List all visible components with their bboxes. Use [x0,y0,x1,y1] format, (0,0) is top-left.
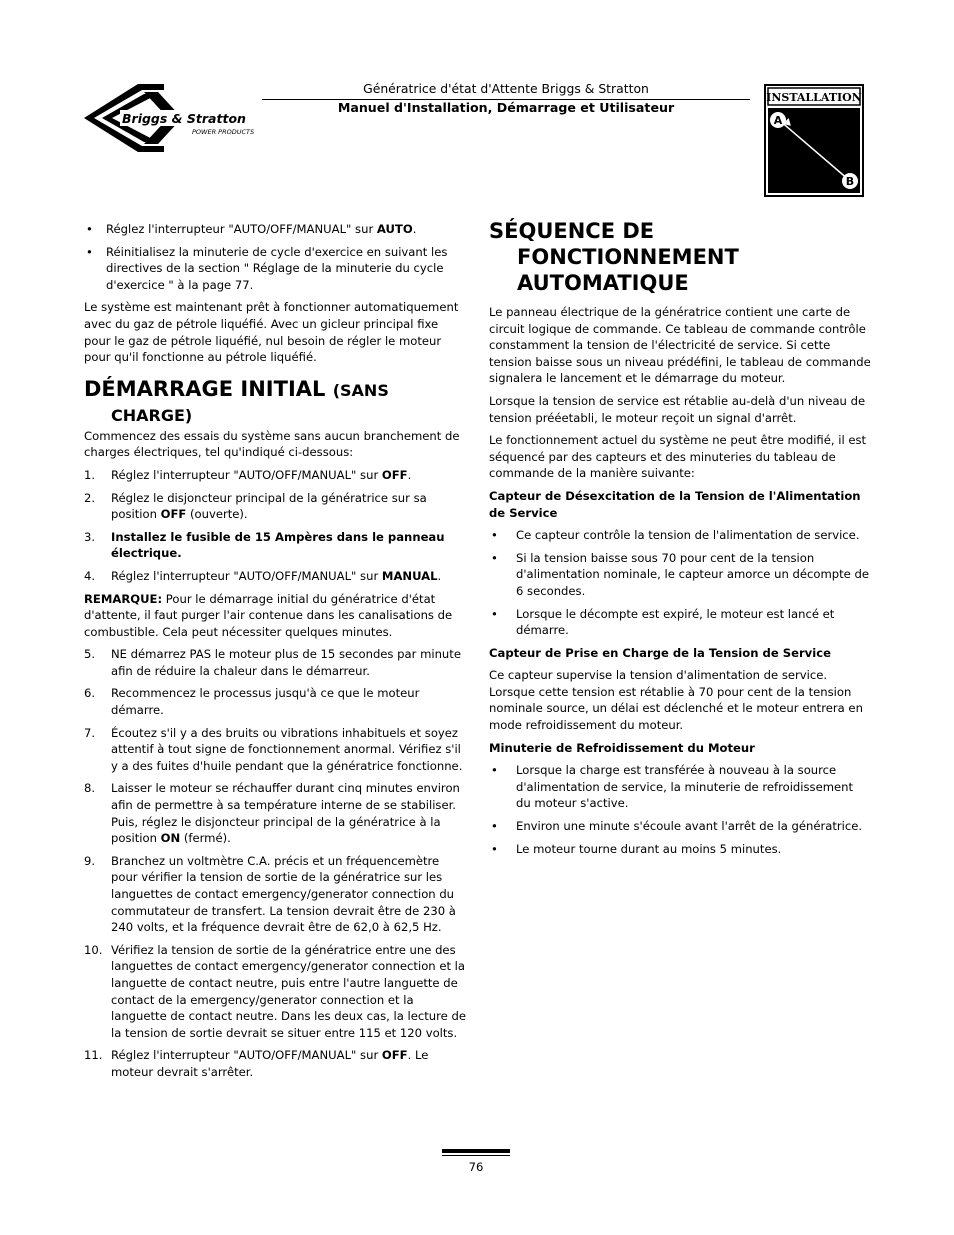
list-item: 4. Réglez l'interrupteur "AUTO/OFF/MANUAL" sur MANUAL. [84,568,442,583]
list-item: 5. NE démarrez PAS le moteur plus de 15 secondes par minute afin de réduire la chaleur dans le démarreur. [84,647,461,678]
step-number: 1. [84,467,96,482]
steps-list-a [84,467,467,585]
subheading-refroidissement: Minuterie de Refroidissement du Moteur [489,740,755,755]
list-item: 8. Laisser le moteur se réchauffer durant cinq minutes environ afin de permettre à sa température interne de se stabiliser. Puis, réglez le disjoncteur principal de la génératrice à la position ON (fermé). [84,781,460,846]
subheading-desexcitation: Capteur de Désexcitation de la Tension de l'Alimentation de Service [489,488,861,520]
paragraph-1: Le panneau électrique de la génératrice contient une carte de circuit logique de commande. Ce tableau de commande contrôle constamment la tension de l'électricité de service. Si cette tension baisse sous un niveau prédéfini, le tableau de commande signalera le lancement et le démarrage du moteur. [489,305,871,386]
step-number: 3. [84,529,96,544]
badge-point-b: B [845,175,855,188]
paragraph-3: Le fonctionnement actuel du système ne peut être modifié, il est séquencé par des capteurs et des minuteries du tableau de commande de la manière suivante: [489,433,867,481]
intro-paragraph: Le système est maintenant prêt à fonctionner automatiquement avec du gaz de pétrole liquéfié. Avec un gicleur principal fixe pour le gaz de pétrole liquéfié, nul besoin de régler le moteur pour qu'il fonctionne au pétrole liquéfié. [84,300,459,365]
badge-point-a: A [773,114,783,127]
list-item: • Environ une minute s'écoule avant l'arrêt de la génératrice. [489,818,871,835]
paragraph-4: Ce capteur supervise la tension d'alimentation de service. Lorsque cette tension est rétablie à 70 pour cent de la tension nominale source, un délai est déclenché et le moteur entrera en mode refroidissement du moteur. [489,668,863,733]
list-item: • Le moteur tourne durant au moins 5 minutes. [489,841,871,858]
step-number: 10. [84,942,103,957]
logo-tagline: POWER PRODUCTS [192,128,254,136]
step-number: 7. [84,725,96,740]
list-item: 3. Installez le fusible de 15 Ampères dans le panneau électrique. [84,529,445,561]
header-subtitle: Manuel d'Installation, Démarrage et Utilisateur [337,100,675,115]
subheading-prise-en-charge: Capteur de Prise en Charge de la Tension de Service [489,645,831,660]
list-item: 9. Branchez un voltmètre C.A. précis et un fréquencemètre pour vérifier la tension de sortie de la génératrice sur les languettes de contact emergency/generator connection du commutateur de transfert. La tension devrait être de 230 à 240 volts, et la fréquence devrait être de 62,0 à 62,5 Hz. [84,853,456,935]
step-number: 11. [84,1048,103,1063]
bullet-list-desexcitation [489,527,871,639]
step-number: 5. [84,647,96,662]
step-number: 8. [84,781,96,796]
list-item: 2. Réglez le disjoncteur principal de la génératrice sur sa position OFF (ouverte). [84,490,427,522]
steps-list-b [84,646,467,1080]
step-number: 4. [84,568,96,583]
bullet-list-refroidissement [489,762,871,857]
footer-rule [442,1155,510,1156]
section-heading-sequence: SÉQUENCE DE FONCTIONNEMENT AUTOMATIQUE [489,219,739,295]
list-item: • Réglez l'interrupteur "AUTO/OFF/MANUAL" sur AUTO. [84,221,467,238]
list-item: 6. Recommencez le processus jusqu'à ce que le moteur démarre. [84,686,420,718]
footer-bar [442,1149,510,1153]
section-heading-demarrage: DÉMARRAGE INITIAL (SANS CHARGE) [84,376,389,425]
list-item: 7. Écoutez s'il y a des bruits ou vibrations inhabituels et soyez attentif à tout signe de fonctionnement anormal. Vérifiez s'il y a des fuites d'huile pendant que la génératrice fonctionne. [84,725,463,773]
intro-bullet-list [84,221,467,293]
paragraph-2: Lorsque la tension de service est rétablie au-delà d'un niveau de tension prééetabli, le moteur reçoit un signal d'arrêt. [489,393,866,425]
list-item: • Réinitialisez la minuterie de cycle d'exercice en suivant les directives de la section " Réglage de la minuterie du cycle d'exercice " à la page 77. [84,244,467,294]
step-number: 2. [84,490,96,505]
remark-paragraph: REMARQUE: Pour le démarrage initial du génératrice d'état d'attente, il faut purger l'air contenue dans les canalisations de combustible. Cela peut nécessiter quelques minutes. [84,591,453,639]
list-item: • Ce capteur contrôle la tension de l'alimentation de service. [489,527,871,544]
right-column [489,218,871,863]
list-item: 10. Vérifiez la tension de sortie de la génératrice entre une des languettes de contact emergency/generator connection et la languette de contact neutre, puis entre l'autre languette de contact de la emergency/generator connection et la languette de contact neutre. Dans les deux cas, la lecture de la tension de sortie devrait se situer entre 115 et 120 volts. [84,942,466,1040]
list-item: • Lorsque le décompte est expiré, le moteur est lancé et démarre. [489,606,871,639]
logo-wordmark: Briggs & Stratton [122,111,246,126]
left-column [84,221,467,1087]
step-number: 9. [84,853,96,868]
list-item: • Lorsque la charge est transférée à nouveau à la source d'alimentation de service, la minuterie de refroidissement du moteur s'active. [489,762,871,812]
page-number: 76 [468,1160,484,1174]
list-item: 11. Réglez l'interrupteur "AUTO/OFF/MANUAL" sur OFF. Le moteur devrait s'arrêter. [84,1048,429,1079]
section-lead: Commencez des essais du système sans aucun branchement de charges électriques, tel qu'indiqué ci-dessous: [84,428,460,460]
list-item: 1. Réglez l'interrupteur "AUTO/OFF/MANUAL" sur OFF. [84,467,412,482]
installation-badge [764,84,864,197]
badge-label: INSTALLATION [766,91,862,104]
list-item: • Si la tension baisse sous 70 pour cent de la tension d'alimentation nominale, le capteur amorce un décompte de 6 secondes. [489,550,871,600]
header-title: Génératrice d'état d'Attente Briggs & Stratton [363,81,649,96]
briggs-stratton-logo [82,82,254,154]
step-number: 6. [84,686,96,701]
